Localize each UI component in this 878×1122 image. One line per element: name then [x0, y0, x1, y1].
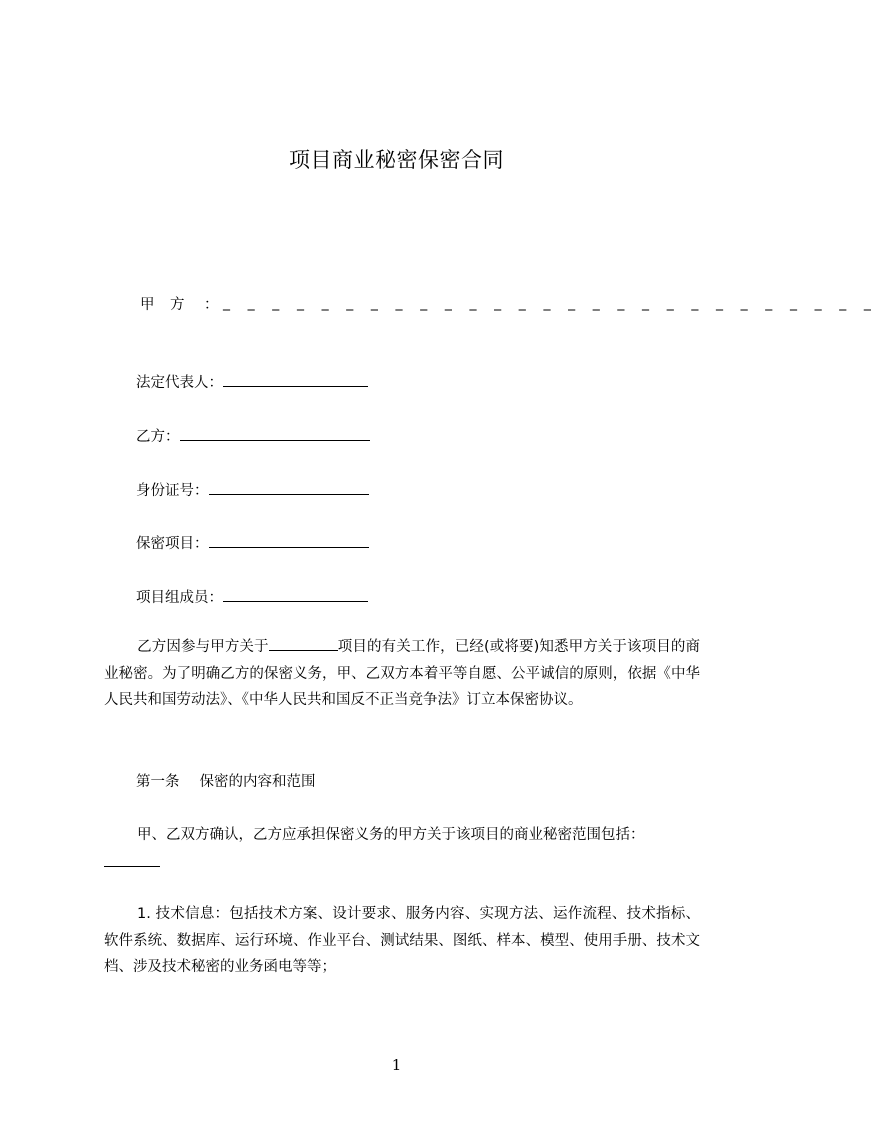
party-a-blank[interactable]: _ _ _ _ _ _ _ _ _ _ _ _ _ _ _ _ _ _ _ _ _ _ _ _ _ _ _: [223, 295, 878, 311]
project-members-field: [136, 586, 368, 607]
article-1-item-1-text: 1. 技术信息：包括技术方案、设计要求、服务内容、实现方法、运作流程、技术指标、软件系统、数据库、运行环境、作业平台、测试结果、图纸、样本、模型、使用手册、技术文档、涉及技术秘密的业务函电等等；: [104, 906, 700, 975]
project-members-blank[interactable]: [223, 587, 368, 602]
document-title: 项目商业秘密保密合同: [289, 148, 504, 172]
intro-paragraph: [104, 634, 700, 714]
confidential-project-label: 保密项目：: [136, 536, 209, 552]
intro-part-2: 项目的有关工作，已经(或将要)知悉甲方关于该项目的商业秘密。为了明确乙方的保密义务，甲、乙双方本着平等自愿、公平诚信的原则，依据《中华人民共和国劳动法》、《中华人民共和国反不正当竞争法》订立本保密协议。: [104, 639, 701, 708]
party-b-blank[interactable]: [180, 426, 370, 441]
legal-representative-label: 法定代表人：: [136, 375, 223, 391]
page-number: 1: [391, 1056, 402, 1074]
party-a-label-1: 甲: [140, 297, 155, 313]
article-1-paragraph-text: 甲、乙双方确认，乙方应承担保密义务的甲方关于该项目的商业秘密范围包括：: [137, 827, 645, 843]
confidential-project-field: [136, 532, 369, 553]
party-a-label-2: 方: [170, 297, 185, 313]
legal-representative-field: [136, 371, 368, 392]
article-1-number: 第一条: [136, 774, 180, 790]
project-name-blank[interactable]: [269, 636, 338, 651]
project-members-label: 项目组成员：: [136, 590, 223, 606]
scope-blank[interactable]: [104, 866, 160, 867]
party-a-line: [140, 293, 878, 314]
party-b-label: 乙方：: [136, 429, 180, 445]
id-number-label: 身份证号：: [136, 483, 209, 499]
article-1-paragraph: [104, 822, 700, 849]
article-1-title: 保密的内容和范围: [199, 774, 316, 790]
article-1-item-1: [104, 901, 700, 981]
article-1-heading: [136, 770, 316, 791]
party-b-field: [136, 425, 370, 446]
id-number-field: [136, 479, 369, 500]
id-number-blank[interactable]: [209, 480, 369, 495]
intro-part-1: 乙方因参与甲方关于: [137, 639, 269, 655]
legal-representative-blank[interactable]: [223, 372, 368, 387]
confidential-project-blank[interactable]: [209, 533, 369, 548]
party-a-colon: ：: [204, 297, 219, 313]
